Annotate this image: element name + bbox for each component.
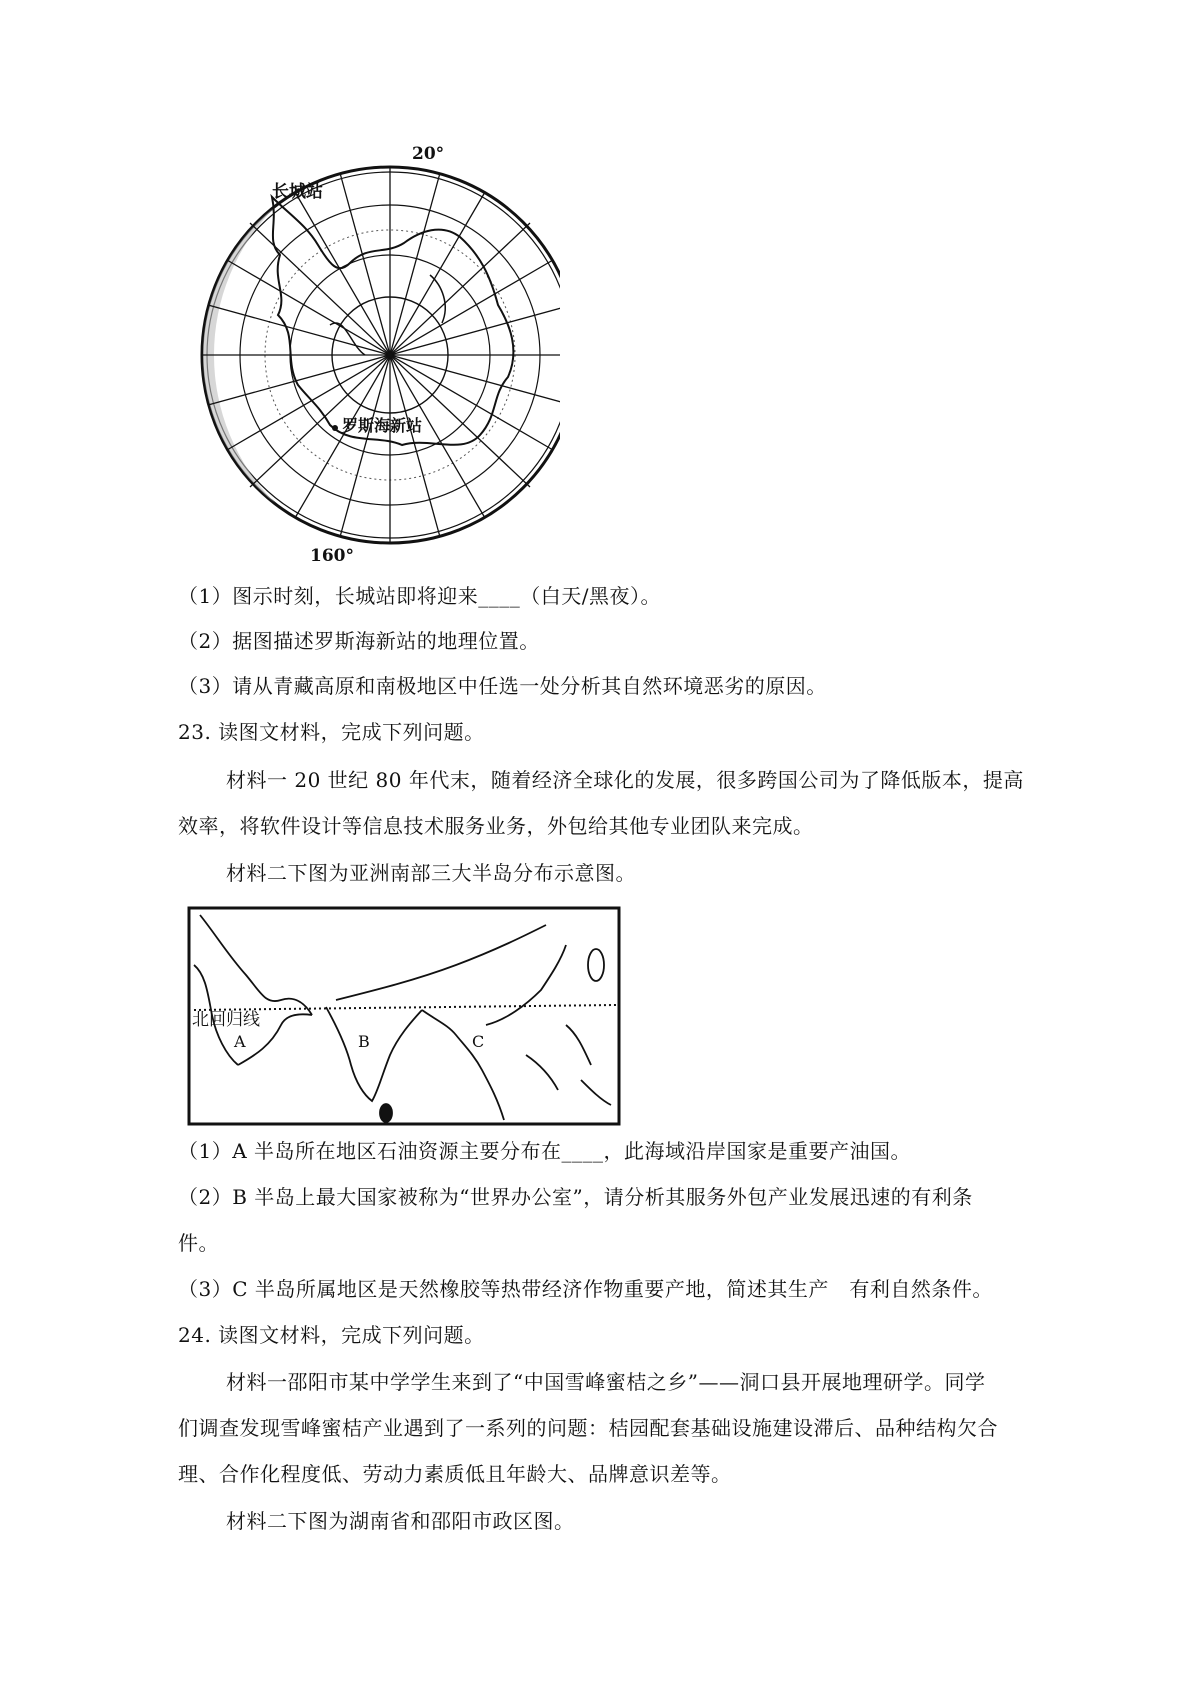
q23-heading: 23. 读图文材料，完成下列问题。 xyxy=(178,720,485,744)
label-peninsula-c: C xyxy=(472,1032,485,1051)
q24-material1-line2: 们调查发现雪峰蜜桔产业遇到了一系列的问题：桔园配套基础设施建设滞后、品种结构欠合 xyxy=(178,1416,998,1440)
q24-heading: 24. 读图文材料，完成下列问题。 xyxy=(178,1323,485,1347)
label-20-degrees: 20° xyxy=(412,145,445,164)
q22-sub2: （2）据图描述罗斯海新站的地理位置。 xyxy=(178,629,540,653)
q22-sub1: （1）图示时刻，长城站即将迎来____（白天/黑夜）。 xyxy=(178,584,661,608)
label-ross-sea-station: 罗斯海新站 xyxy=(342,416,423,435)
q23-material1-line1: 材料一 20 世纪 80 年代末，随着经济全球化的发展，很多跨国公司为了降低版本，提高 xyxy=(226,768,1024,792)
q23-material2: 材料二下图为亚洲南部三大半岛分布示意图。 xyxy=(226,861,636,885)
q24-material2: 材料二下图为湖南省和邵阳市政区图。 xyxy=(226,1509,575,1533)
south-asia-peninsulas-map xyxy=(186,905,622,1127)
q23-sub2-line2: 件。 xyxy=(178,1231,219,1255)
label-tropic-of-cancer: 北回归线 xyxy=(192,1010,260,1030)
label-peninsula-a: A xyxy=(234,1032,246,1051)
q23-sub1: （1）A 半岛所在地区石油资源主要分布在____，此海域沿岸国家是重要产油国。 xyxy=(178,1139,912,1163)
antarctica-polar-map xyxy=(180,145,560,565)
q24-material1-line3: 理、合作化程度低、劳动力素质低且年龄大、品牌意识差等。 xyxy=(178,1462,732,1486)
label-160-degrees: 160° xyxy=(310,546,354,565)
q24-material1-line1: 材料一邵阳市某中学学生来到了“中国雪峰蜜桔之乡”——洞口县开展地理研学。同学 xyxy=(226,1370,986,1394)
q23-sub3: （3）C 半岛所属地区是天然橡胶等热带经济作物重要产地，简述其生产 有利自然条件。 xyxy=(178,1277,993,1301)
q23-material1-line2: 效率，将软件设计等信息技术服务业务，外包给其他专业团队来完成。 xyxy=(178,814,814,838)
q22-sub3: （3）请从青藏高原和南极地区中任选一处分析其自然环境恶劣的原因。 xyxy=(178,674,827,698)
q23-sub2-line1: （2）B 半岛上最大国家被称为“世界办公室”，请分析其服务外包产业发展迅速的有利条 xyxy=(178,1185,973,1209)
label-great-wall-station: 长城站 xyxy=(272,182,323,202)
label-peninsula-b: B xyxy=(358,1032,370,1051)
